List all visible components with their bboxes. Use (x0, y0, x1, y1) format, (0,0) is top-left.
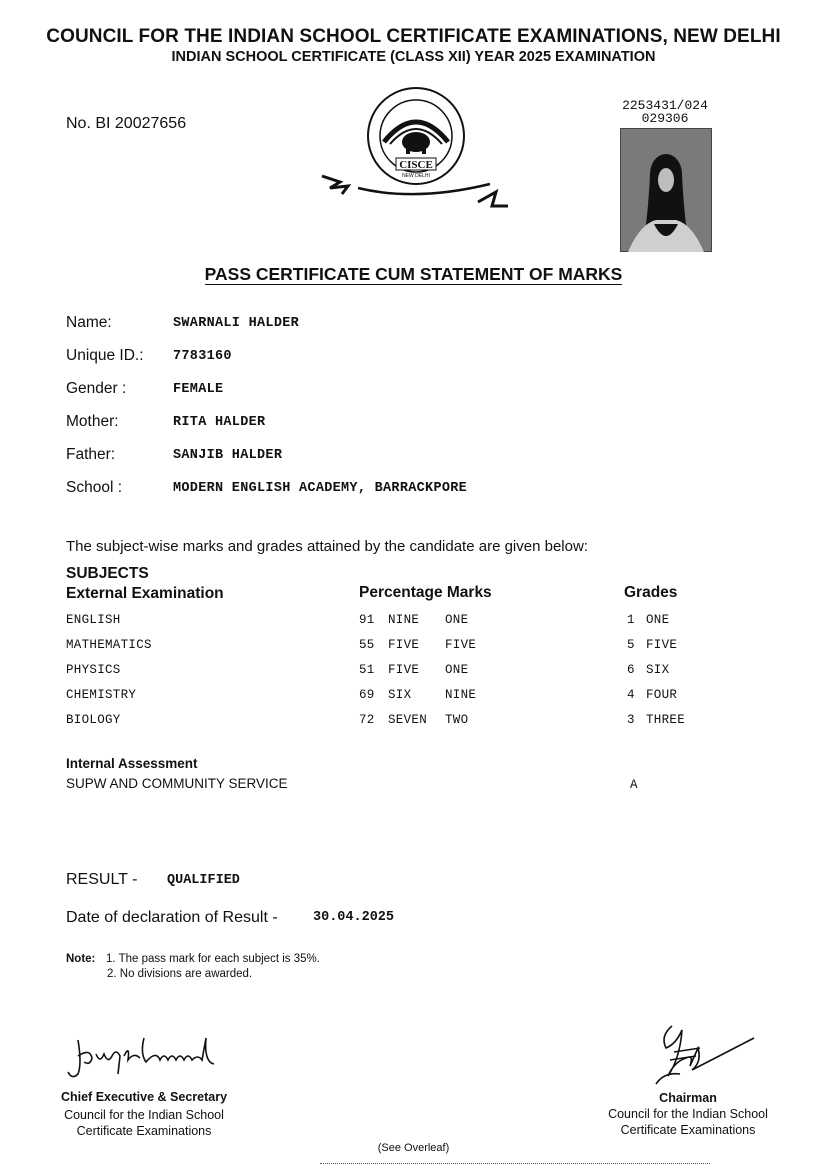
note-item: 2. No divisions are awarded. (107, 968, 253, 980)
external-exam-header: External Examination (66, 585, 224, 602)
marks-number: 91 (359, 613, 375, 627)
bottom-divider (320, 1163, 710, 1164)
mother-value: RITA HALDER (173, 415, 266, 430)
marks-number: 55 (359, 638, 375, 652)
name-label: Name: (66, 314, 112, 331)
internal-subject: SUPW AND COMMUNITY SERVICE (66, 776, 288, 791)
cisce-logo (318, 84, 514, 218)
grade-word: ONE (646, 613, 670, 627)
subject-name: PHYSICS (66, 663, 121, 677)
grade-number: 5 (627, 638, 635, 652)
chairman-signature (644, 1018, 756, 1088)
name-value: SWARNALI HALDER (173, 316, 300, 331)
grade-word: SIX (646, 663, 670, 677)
chairman-org-line-1: Council for the Indian School (608, 1107, 768, 1121)
marks-number: 51 (359, 663, 375, 677)
unique-id-value: 7783160 (173, 349, 232, 364)
grades-header: Grades (624, 584, 678, 601)
school-label: School : (66, 479, 123, 496)
mother-label: Mother: (66, 413, 119, 430)
logo-text: CISCE (399, 159, 433, 171)
gender-label: Gender : (66, 380, 127, 397)
grade-number: 4 (627, 688, 635, 702)
school-value: MODERN ENGLISH ACADEMY, BARRACKPORE (173, 481, 468, 496)
chairman-org-line-2: Certificate Examinations (620, 1123, 756, 1137)
internal-assessment-header: Internal Assessment (66, 756, 198, 771)
declaration-date: 30.04.2025 (313, 910, 395, 925)
marks-word-1: FIVE (388, 663, 420, 677)
candidate-photo (620, 128, 712, 252)
marks-word-1: SEVEN (388, 713, 428, 727)
declaration-label: Date of declaration of Result - (66, 909, 278, 926)
grade-word: FIVE (646, 638, 678, 652)
serial-number (600, 99, 730, 125)
internal-grade: A (630, 778, 638, 792)
grade-number: 6 (627, 663, 635, 677)
marks-number: 72 (359, 713, 375, 727)
certificate-number: No. BI 20027656 (66, 115, 187, 132)
subject-name: ENGLISH (66, 613, 121, 627)
result-label: RESULT - (66, 871, 138, 888)
exam-heading: INDIAN SCHOOL CERTIFICATE (CLASS XII) YEAR 2025 EXAMINATION (171, 49, 656, 65)
serial-line-1: 2253431/024 (622, 98, 708, 113)
grade-number: 3 (627, 713, 635, 727)
father-value: SANJIB HALDER (173, 448, 283, 463)
secretary-org-line-1: Council for the Indian School (64, 1108, 224, 1122)
father-label: Father: (66, 446, 116, 463)
marks-word-2: FIVE (445, 638, 477, 652)
chairman-title: Chairman (659, 1091, 717, 1105)
subjects-header: SUBJECTS (66, 565, 149, 582)
percentage-header: Percentage Marks (359, 584, 492, 601)
subject-name: BIOLOGY (66, 713, 121, 727)
subject-name: CHEMISTRY (66, 688, 137, 702)
logo-subtext: NEW DELHI (402, 173, 430, 179)
unique-id-label: Unique ID.: (66, 347, 144, 364)
note-item: 1. The pass mark for each subject is 35%. (106, 953, 320, 965)
grade-number: 1 (627, 613, 635, 627)
grade-word: THREE (646, 713, 686, 727)
secretary-signature (64, 1034, 224, 1082)
serial-line-2: 029306 (641, 111, 689, 126)
marks-intro: The subject-wise marks and grades attained by the candidate are given below: (66, 538, 588, 555)
grade-word: FOUR (646, 688, 678, 702)
marks-number: 69 (359, 688, 375, 702)
certificate-title (0, 264, 827, 285)
marks-word-1: SIX (388, 688, 412, 702)
marks-word-1: NINE (388, 613, 420, 627)
certificate-title-text: PASS CERTIFICATE CUM STATEMENT OF MARKS (204, 264, 623, 284)
marks-word-2: ONE (445, 663, 469, 677)
marks-word-2: TWO (445, 713, 469, 727)
subject-name: MATHEMATICS (66, 638, 152, 652)
council-heading: COUNCIL FOR THE INDIAN SCHOOL CERTIFICATE EXAMINATIONS, NEW DELHI (46, 26, 781, 47)
marks-word-1: FIVE (388, 638, 420, 652)
see-overleaf-note: (See Overleaf) (377, 1142, 450, 1154)
marks-word-2: NINE (445, 688, 477, 702)
result-value: QUALIFIED (167, 873, 240, 888)
gender-value: FEMALE (173, 382, 224, 397)
secretary-org-line-2: Certificate Examinations (76, 1124, 212, 1138)
secretary-title: Chief Executive & Secretary (60, 1090, 228, 1104)
note-label: Note: (66, 953, 96, 965)
marks-word-2: ONE (445, 613, 469, 627)
